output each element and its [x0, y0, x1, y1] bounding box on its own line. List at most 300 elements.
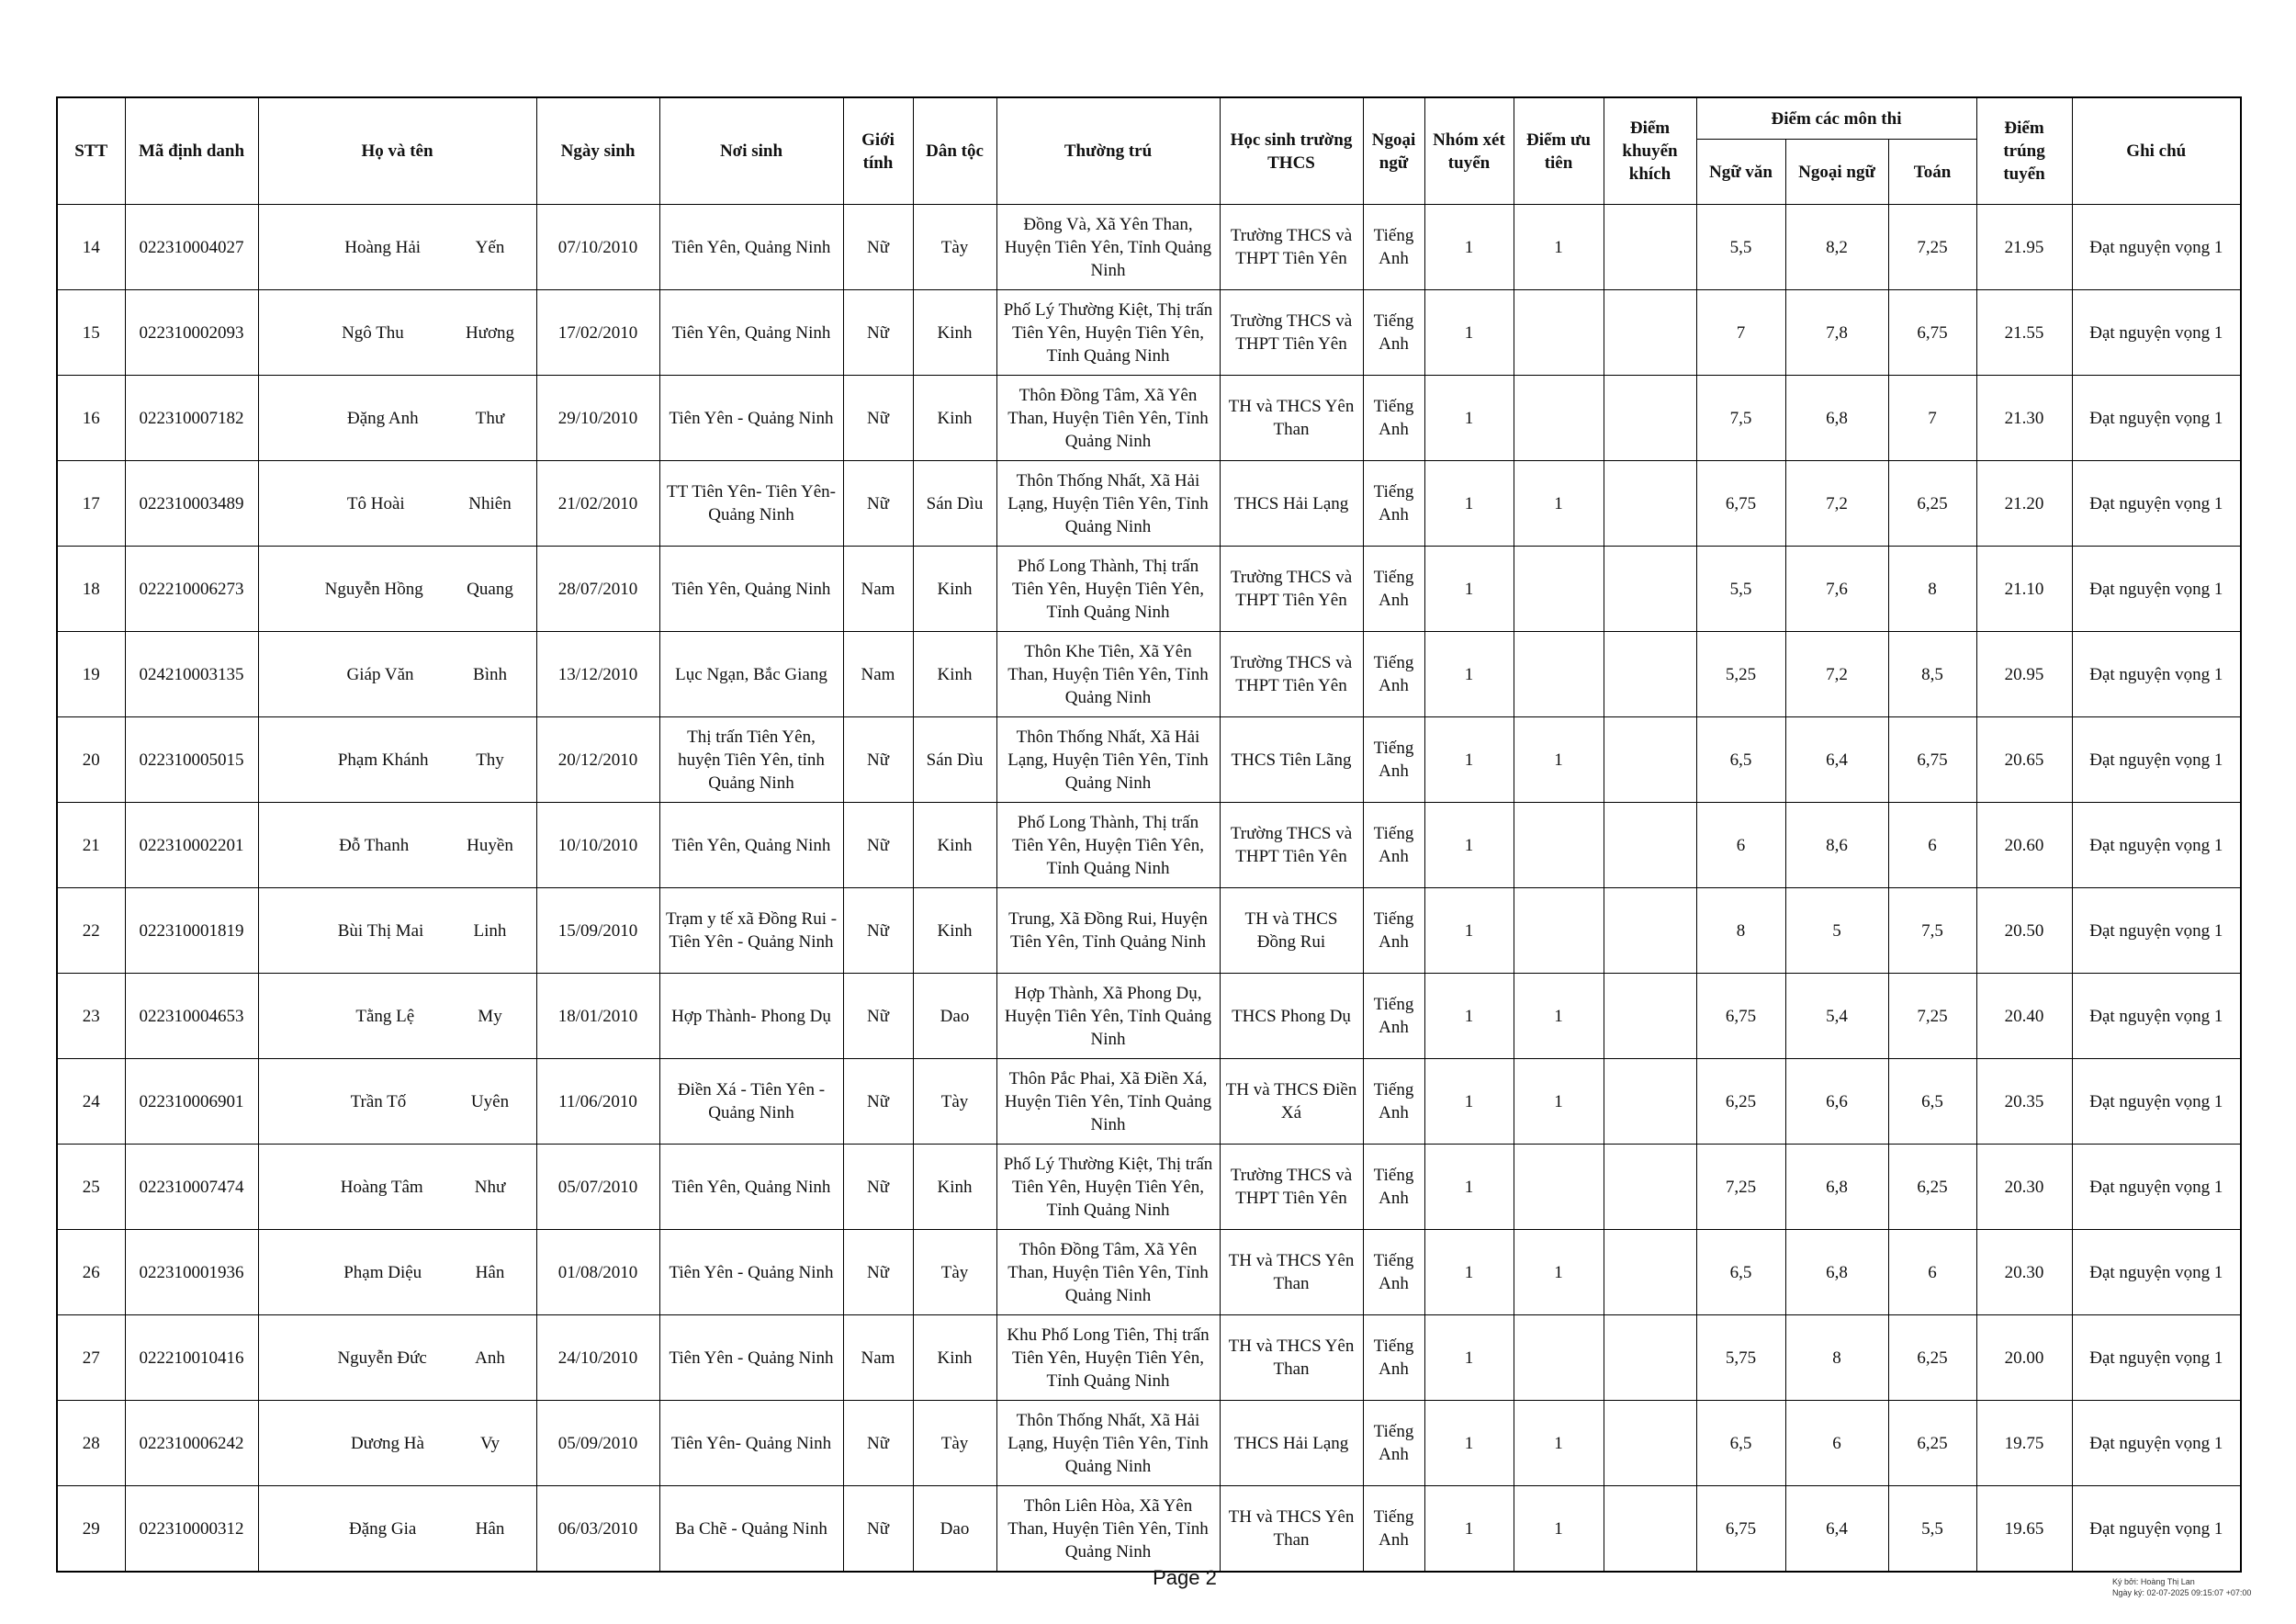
cell-id: 022310006242	[125, 1401, 258, 1486]
header-ethnicity: Dân tộc	[913, 97, 996, 205]
cell-note: Đạt nguyện vọng 1	[2072, 632, 2241, 717]
table-row	[57, 1315, 2241, 1401]
cell-foreign-language: 7,6	[1785, 547, 1888, 632]
cell-dob: 10/10/2010	[536, 803, 659, 888]
cell-gender: Nữ	[843, 803, 913, 888]
cell-gender: Nữ	[843, 974, 913, 1059]
cell-note: Đạt nguyện vọng 1	[2072, 974, 2241, 1059]
header-priority: Điểm ưu tiên	[1514, 97, 1604, 205]
cell-school: THCS Phong Dụ	[1220, 974, 1363, 1059]
cell-group: 1	[1424, 1315, 1514, 1401]
cell-gender: Nữ	[843, 1145, 913, 1230]
cell-id: 022310001936	[125, 1230, 258, 1315]
cell-note: Đạt nguyện vọng 1	[2072, 1486, 2241, 1573]
cell-dob: 28/07/2010	[536, 547, 659, 632]
cell-group: 1	[1424, 376, 1514, 461]
cell-ethnicity: Tày	[913, 1401, 996, 1486]
header-total: Điểm trúng tuyển	[1976, 97, 2072, 205]
cell-group: 1	[1424, 290, 1514, 376]
cell-first-name: Thy	[476, 750, 504, 770]
table-row	[57, 717, 2241, 803]
page-number: Page 2	[1153, 1566, 1217, 1589]
cell-birthplace: Tiên Yên - Quảng Ninh	[659, 1315, 843, 1401]
cell-first-name: Huyền	[467, 835, 513, 855]
cell-priority	[1514, 290, 1604, 376]
cell-id: 022310004027	[125, 205, 258, 290]
header-stt: STT	[57, 97, 125, 205]
cell-ethnicity: Kinh	[913, 632, 996, 717]
cell-full-name	[258, 461, 536, 547]
cell-bonus	[1604, 717, 1696, 803]
cell-dob: 07/10/2010	[536, 205, 659, 290]
cell-literature: 7	[1696, 290, 1785, 376]
cell-residence: Thôn Đồng Tâm, Xã Yên Than, Huyện Tiên Yên, Tỉnh Quảng Ninh	[996, 1230, 1220, 1315]
cell-ethnicity: Sán Dìu	[913, 717, 996, 803]
table-row	[57, 1145, 2241, 1230]
table-row	[57, 1059, 2241, 1145]
cell-total: 20.60	[1976, 803, 2072, 888]
cell-id: 022310006901	[125, 1059, 258, 1145]
table-row	[57, 803, 2241, 888]
cell-last-middle-name: Trần Tố	[350, 1091, 407, 1111]
cell-priority: 1	[1514, 1230, 1604, 1315]
cell-residence: Khu Phố Long Tiên, Thị trấn Tiên Yên, Huyện Tiên Yên, Tỉnh Quảng Ninh	[996, 1315, 1220, 1401]
cell-residence: Thôn Thống Nhất, Xã Hải Lạng, Huyện Tiên Yên, Tỉnh Quảng Ninh	[996, 461, 1220, 547]
cell-bonus	[1604, 547, 1696, 632]
table-row	[57, 632, 2241, 717]
cell-id: 022310000312	[125, 1486, 258, 1573]
cell-birthplace: Tiên Yên, Quảng Ninh	[659, 547, 843, 632]
header-group: Nhóm xét tuyển	[1424, 97, 1514, 205]
cell-full-name	[258, 1230, 536, 1315]
cell-ethnicity: Sán Dìu	[913, 461, 996, 547]
cell-literature: 6,25	[1696, 1059, 1785, 1145]
table-row	[57, 461, 2241, 547]
cell-total: 20.30	[1976, 1145, 2072, 1230]
cell-group: 1	[1424, 888, 1514, 974]
cell-full-name	[258, 376, 536, 461]
cell-group: 1	[1424, 974, 1514, 1059]
cell-full-name	[258, 290, 536, 376]
header-bonus: Điểm khuyến khích	[1604, 97, 1696, 205]
cell-priority	[1514, 632, 1604, 717]
cell-residence: Phố Lý Thường Kiệt, Thị trấn Tiên Yên, Huyện Tiên Yên, Tỉnh Quảng Ninh	[996, 1145, 1220, 1230]
cell-language: Tiếng Anh	[1363, 888, 1424, 974]
cell-ethnicity: Dao	[913, 1486, 996, 1573]
cell-last-middle-name: Đỗ Thanh	[339, 835, 410, 855]
cell-school: Trường THCS và THPT Tiên Yên	[1220, 205, 1363, 290]
cell-ethnicity: Kinh	[913, 1315, 996, 1401]
cell-foreign-language: 6,4	[1785, 1486, 1888, 1573]
cell-full-name	[258, 547, 536, 632]
cell-id: 022310001819	[125, 888, 258, 974]
cell-gender: Nữ	[843, 205, 913, 290]
cell-gender: Nữ	[843, 1401, 913, 1486]
cell-full-name	[258, 632, 536, 717]
cell-bonus	[1604, 888, 1696, 974]
cell-residence: Thôn Pắc Phai, Xã Điền Xá, Huyện Tiên Yên, Tỉnh Quảng Ninh	[996, 1059, 1220, 1145]
cell-first-name: Hương	[465, 322, 515, 343]
cell-note: Đạt nguyện vọng 1	[2072, 717, 2241, 803]
header-note: Ghi chú	[2072, 97, 2241, 205]
cell-bonus	[1604, 1230, 1696, 1315]
cell-school: Trường THCS và THPT Tiên Yên	[1220, 547, 1363, 632]
cell-gender: Nữ	[843, 290, 913, 376]
cell-literature: 8	[1696, 888, 1785, 974]
cell-residence: Thôn Thống Nhất, Xã Hải Lạng, Huyện Tiên Yên, Tỉnh Quảng Ninh	[996, 717, 1220, 803]
cell-literature: 6,5	[1696, 1401, 1785, 1486]
cell-school: Trường THCS và THPT Tiên Yên	[1220, 1145, 1363, 1230]
cell-math: 6	[1888, 1230, 1976, 1315]
cell-ethnicity: Tày	[913, 1230, 996, 1315]
cell-language: Tiếng Anh	[1363, 205, 1424, 290]
cell-bonus	[1604, 376, 1696, 461]
signature-signer: Ký bởi: Hoàng Thị Lan	[2112, 1577, 2195, 1586]
header-school: Học sinh trường THCS	[1220, 97, 1363, 205]
cell-language: Tiếng Anh	[1363, 974, 1424, 1059]
cell-bonus	[1604, 974, 1696, 1059]
cell-foreign-language: 5	[1785, 888, 1888, 974]
cell-bonus	[1604, 1486, 1696, 1573]
cell-note: Đạt nguyện vọng 1	[2072, 547, 2241, 632]
cell-first-name: Hân	[475, 1518, 505, 1539]
cell-math: 7,25	[1888, 205, 1976, 290]
cell-math: 6,25	[1888, 1315, 1976, 1401]
cell-id: 022210010416	[125, 1315, 258, 1401]
cell-id: 022310004653	[125, 974, 258, 1059]
cell-foreign-language: 8,2	[1785, 205, 1888, 290]
cell-foreign-language: 8,6	[1785, 803, 1888, 888]
cell-math: 6	[1888, 803, 1976, 888]
cell-foreign-language: 7,2	[1785, 461, 1888, 547]
cell-stt: 21	[57, 803, 125, 888]
cell-gender: Nữ	[843, 1230, 913, 1315]
cell-first-name: My	[478, 1006, 502, 1026]
cell-id: 022310002201	[125, 803, 258, 888]
cell-first-name: Uyên	[470, 1091, 510, 1111]
cell-literature: 6,75	[1696, 974, 1785, 1059]
cell-foreign-language: 6	[1785, 1401, 1888, 1486]
cell-dob: 15/09/2010	[536, 888, 659, 974]
cell-residence: Thôn Đồng Tâm, Xã Yên Than, Huyện Tiên Yên, Tỉnh Quảng Ninh	[996, 376, 1220, 461]
cell-school: TH và THCS Yên Than	[1220, 376, 1363, 461]
cell-last-middle-name: Ngô Thu	[342, 322, 404, 343]
cell-language: Tiếng Anh	[1363, 632, 1424, 717]
cell-birthplace: Tiên Yên- Quảng Ninh	[659, 1401, 843, 1486]
cell-language: Tiếng Anh	[1363, 1145, 1424, 1230]
cell-group: 1	[1424, 1145, 1514, 1230]
cell-first-name: Linh	[473, 920, 507, 941]
cell-note: Đạt nguyện vọng 1	[2072, 205, 2241, 290]
header-id: Mã định danh	[125, 97, 258, 205]
cell-full-name	[258, 888, 536, 974]
cell-school: Trường THCS và THPT Tiên Yên	[1220, 632, 1363, 717]
cell-stt: 18	[57, 547, 125, 632]
cell-priority: 1	[1514, 1486, 1604, 1573]
cell-language: Tiếng Anh	[1363, 1486, 1424, 1573]
cell-full-name	[258, 803, 536, 888]
cell-total: 19.65	[1976, 1486, 2072, 1573]
cell-group: 1	[1424, 1486, 1514, 1573]
cell-language: Tiếng Anh	[1363, 717, 1424, 803]
cell-group: 1	[1424, 205, 1514, 290]
cell-ethnicity: Kinh	[913, 376, 996, 461]
table-row	[57, 974, 2241, 1059]
header-math: Toán	[1888, 140, 1976, 205]
cell-gender: Nam	[843, 547, 913, 632]
cell-total: 21.20	[1976, 461, 2072, 547]
cell-language: Tiếng Anh	[1363, 376, 1424, 461]
cell-literature: 7,25	[1696, 1145, 1785, 1230]
cell-literature: 5,75	[1696, 1315, 1785, 1401]
cell-stt: 17	[57, 461, 125, 547]
cell-priority	[1514, 803, 1604, 888]
cell-total: 20.00	[1976, 1315, 2072, 1401]
cell-birthplace: Tiên Yên - Quảng Ninh	[659, 1230, 843, 1315]
cell-priority	[1514, 547, 1604, 632]
cell-ethnicity: Tày	[913, 1059, 996, 1145]
cell-math: 7,25	[1888, 974, 1976, 1059]
table-row	[57, 205, 2241, 290]
cell-priority	[1514, 888, 1604, 974]
cell-last-middle-name: Dương Hà	[350, 1433, 424, 1453]
cell-dob: 05/09/2010	[536, 1401, 659, 1486]
cell-foreign-language: 5,4	[1785, 974, 1888, 1059]
cell-group: 1	[1424, 461, 1514, 547]
cell-total: 20.95	[1976, 632, 2072, 717]
cell-language: Tiếng Anh	[1363, 1315, 1424, 1401]
cell-school: TH và THCS Điền Xá	[1220, 1059, 1363, 1145]
cell-group: 1	[1424, 1059, 1514, 1145]
cell-last-middle-name: Nguyễn Hồng	[324, 579, 423, 599]
cell-residence: Phố Long Thành, Thị trấn Tiên Yên, Huyện Tiên Yên, Tỉnh Quảng Ninh	[996, 547, 1220, 632]
cell-gender: Nữ	[843, 888, 913, 974]
cell-last-middle-name: Nguyễn Đức	[337, 1348, 427, 1368]
cell-stt: 22	[57, 888, 125, 974]
cell-stt: 14	[57, 205, 125, 290]
cell-first-name: Anh	[475, 1348, 505, 1368]
header-name: Họ và tên	[258, 97, 536, 205]
table-row	[57, 376, 2241, 461]
cell-note: Đạt nguyện vọng 1	[2072, 1145, 2241, 1230]
cell-literature: 5,25	[1696, 632, 1785, 717]
cell-math: 7	[1888, 376, 1976, 461]
cell-full-name	[258, 1145, 536, 1230]
cell-ethnicity: Dao	[913, 974, 996, 1059]
cell-foreign-language: 7,8	[1785, 290, 1888, 376]
cell-dob: 17/02/2010	[536, 290, 659, 376]
cell-math: 8,5	[1888, 632, 1976, 717]
cell-language: Tiếng Anh	[1363, 1059, 1424, 1145]
cell-residence: Trung, Xã Đồng Rui, Huyện Tiên Yên, Tỉnh Quảng Ninh	[996, 888, 1220, 974]
cell-foreign-language: 7,2	[1785, 632, 1888, 717]
cell-bonus	[1604, 1145, 1696, 1230]
cell-residence: Thôn Thống Nhất, Xã Hải Lạng, Huyện Tiên Yên, Tỉnh Quảng Ninh	[996, 1401, 1220, 1486]
cell-school: TH và THCS Yên Than	[1220, 1486, 1363, 1573]
cell-stt: 24	[57, 1059, 125, 1145]
cell-math: 6,25	[1888, 1401, 1976, 1486]
cell-ethnicity: Tày	[913, 205, 996, 290]
cell-stt: 25	[57, 1145, 125, 1230]
cell-birthplace: Ba Chẽ - Quảng Ninh	[659, 1486, 843, 1573]
cell-bonus	[1604, 1315, 1696, 1401]
cell-literature: 6,5	[1696, 1230, 1785, 1315]
cell-language: Tiếng Anh	[1363, 803, 1424, 888]
table-row	[57, 1401, 2241, 1486]
cell-school: TH và THCS Yên Than	[1220, 1230, 1363, 1315]
cell-literature: 7,5	[1696, 376, 1785, 461]
cell-bonus	[1604, 290, 1696, 376]
cell-residence: Đồng Và, Xã Yên Than, Huyện Tiên Yên, Tỉnh Quảng Ninh	[996, 205, 1220, 290]
cell-total: 20.50	[1976, 888, 2072, 974]
cell-birthplace: Hợp Thành- Phong Dụ	[659, 974, 843, 1059]
cell-residence: Thôn Khe Tiên, Xã Yên Than, Huyện Tiên Yên, Tỉnh Quảng Ninh	[996, 632, 1220, 717]
cell-literature: 6,5	[1696, 717, 1785, 803]
cell-note: Đạt nguyện vọng 1	[2072, 376, 2241, 461]
cell-literature: 6	[1696, 803, 1785, 888]
table-row	[57, 290, 2241, 376]
cell-school: TH và THCS Đồng Rui	[1220, 888, 1363, 974]
cell-gender: Nữ	[843, 1486, 913, 1573]
cell-note: Đạt nguyện vọng 1	[2072, 1401, 2241, 1486]
cell-language: Tiếng Anh	[1363, 1401, 1424, 1486]
cell-math: 6,25	[1888, 1145, 1976, 1230]
cell-full-name	[258, 1315, 536, 1401]
cell-last-middle-name: Phạm Khánh	[337, 750, 429, 770]
cell-birthplace: Tiên Yên, Quảng Ninh	[659, 290, 843, 376]
cell-total: 20.40	[1976, 974, 2072, 1059]
cell-priority: 1	[1514, 717, 1604, 803]
cell-last-middle-name: Tằng Lệ	[355, 1006, 415, 1026]
cell-dob: 18/01/2010	[536, 974, 659, 1059]
cell-group: 1	[1424, 1401, 1514, 1486]
cell-birthplace: Tiên Yên - Quảng Ninh	[659, 376, 843, 461]
cell-priority	[1514, 1145, 1604, 1230]
cell-gender: Nữ	[843, 1059, 913, 1145]
cell-priority: 1	[1514, 974, 1604, 1059]
header-literature: Ngữ văn	[1696, 140, 1785, 205]
cell-birthplace: Điền Xá - Tiên Yên - Quảng Ninh	[659, 1059, 843, 1145]
cell-gender: Nữ	[843, 461, 913, 547]
cell-birthplace: Tiên Yên, Quảng Ninh	[659, 205, 843, 290]
cell-total: 20.35	[1976, 1059, 2072, 1145]
cell-ethnicity: Kinh	[913, 290, 996, 376]
cell-id: 022310007474	[125, 1145, 258, 1230]
cell-language: Tiếng Anh	[1363, 1230, 1424, 1315]
cell-total: 19.75	[1976, 1401, 2072, 1486]
cell-language: Tiếng Anh	[1363, 461, 1424, 547]
cell-ethnicity: Kinh	[913, 888, 996, 974]
cell-dob: 11/06/2010	[536, 1059, 659, 1145]
cell-dob: 06/03/2010	[536, 1486, 659, 1573]
cell-bonus	[1604, 1059, 1696, 1145]
cell-dob: 21/02/2010	[536, 461, 659, 547]
cell-last-middle-name: Phạm Diệu	[343, 1262, 422, 1282]
header-residence: Thường trú	[996, 97, 1220, 205]
cell-total: 21.10	[1976, 547, 2072, 632]
header-gender: Giới tính	[843, 97, 913, 205]
cell-school: TH và THCS Yên Than	[1220, 1315, 1363, 1401]
admission-results-table	[56, 96, 2242, 1573]
cell-school: THCS Hải Lạng	[1220, 461, 1363, 547]
cell-math: 6,25	[1888, 461, 1976, 547]
signature-date: Ngày ký: 02-07-2025 09:15:07 +07:00	[2112, 1588, 2252, 1597]
cell-group: 1	[1424, 717, 1514, 803]
cell-full-name	[258, 974, 536, 1059]
cell-school: Trường THCS và THPT Tiên Yên	[1220, 803, 1363, 888]
cell-first-name: Nhiên	[468, 493, 512, 513]
cell-stt: 28	[57, 1401, 125, 1486]
cell-math: 6,75	[1888, 717, 1976, 803]
header-birthplace: Nơi sinh	[659, 97, 843, 205]
cell-total: 20.30	[1976, 1230, 2072, 1315]
cell-stt: 20	[57, 717, 125, 803]
cell-dob: 29/10/2010	[536, 376, 659, 461]
cell-first-name: Quang	[467, 579, 513, 599]
cell-first-name: Thư	[475, 408, 505, 428]
cell-first-name: Yến	[475, 237, 505, 257]
cell-stt: 16	[57, 376, 125, 461]
cell-stt: 15	[57, 290, 125, 376]
cell-last-middle-name: Giáp Văn	[346, 664, 414, 684]
cell-last-middle-name: Hoàng Hải	[344, 237, 422, 257]
cell-stt: 23	[57, 974, 125, 1059]
cell-last-middle-name: Tô Hoài	[346, 493, 405, 513]
cell-dob: 20/12/2010	[536, 717, 659, 803]
table-row	[57, 1486, 2241, 1573]
cell-id: 022310005015	[125, 717, 258, 803]
cell-priority: 1	[1514, 461, 1604, 547]
cell-last-middle-name: Đặng Gia	[349, 1518, 417, 1539]
cell-birthplace: Thị trấn Tiên Yên, huyện Tiên Yên, tỉnh Quảng Ninh	[659, 717, 843, 803]
cell-bonus	[1604, 461, 1696, 547]
cell-full-name	[258, 1401, 536, 1486]
cell-last-middle-name: Đặng Anh	[347, 408, 419, 428]
cell-math: 5,5	[1888, 1486, 1976, 1573]
cell-math: 7,5	[1888, 888, 1976, 974]
cell-gender: Nữ	[843, 717, 913, 803]
cell-foreign-language: 8	[1785, 1315, 1888, 1401]
cell-math: 6,5	[1888, 1059, 1976, 1145]
cell-language: Tiếng Anh	[1363, 290, 1424, 376]
cell-language: Tiếng Anh	[1363, 547, 1424, 632]
cell-foreign-language: 6,6	[1785, 1059, 1888, 1145]
cell-ethnicity: Kinh	[913, 1145, 996, 1230]
cell-first-name: Vy	[479, 1433, 501, 1453]
cell-math: 6,75	[1888, 290, 1976, 376]
cell-total: 20.65	[1976, 717, 2072, 803]
cell-bonus	[1604, 803, 1696, 888]
cell-gender: Nam	[843, 1315, 913, 1401]
cell-dob: 13/12/2010	[536, 632, 659, 717]
header-foreign-language: Ngoại ngữ	[1785, 140, 1888, 205]
cell-priority: 1	[1514, 205, 1604, 290]
cell-full-name	[258, 205, 536, 290]
cell-ethnicity: Kinh	[913, 547, 996, 632]
cell-birthplace: Trạm y tế xã Đồng Rui - Tiên Yên - Quảng Ninh	[659, 888, 843, 974]
cell-birthplace: Tiên Yên, Quảng Ninh	[659, 803, 843, 888]
cell-id: 022310007182	[125, 376, 258, 461]
cell-school: Trường THCS và THPT Tiên Yên	[1220, 290, 1363, 376]
cell-group: 1	[1424, 1230, 1514, 1315]
cell-school: THCS Tiên Lãng	[1220, 717, 1363, 803]
table-row	[57, 547, 2241, 632]
cell-priority	[1514, 1315, 1604, 1401]
cell-dob: 05/07/2010	[536, 1145, 659, 1230]
cell-foreign-language: 6,4	[1785, 717, 1888, 803]
cell-priority	[1514, 376, 1604, 461]
cell-priority: 1	[1514, 1401, 1604, 1486]
